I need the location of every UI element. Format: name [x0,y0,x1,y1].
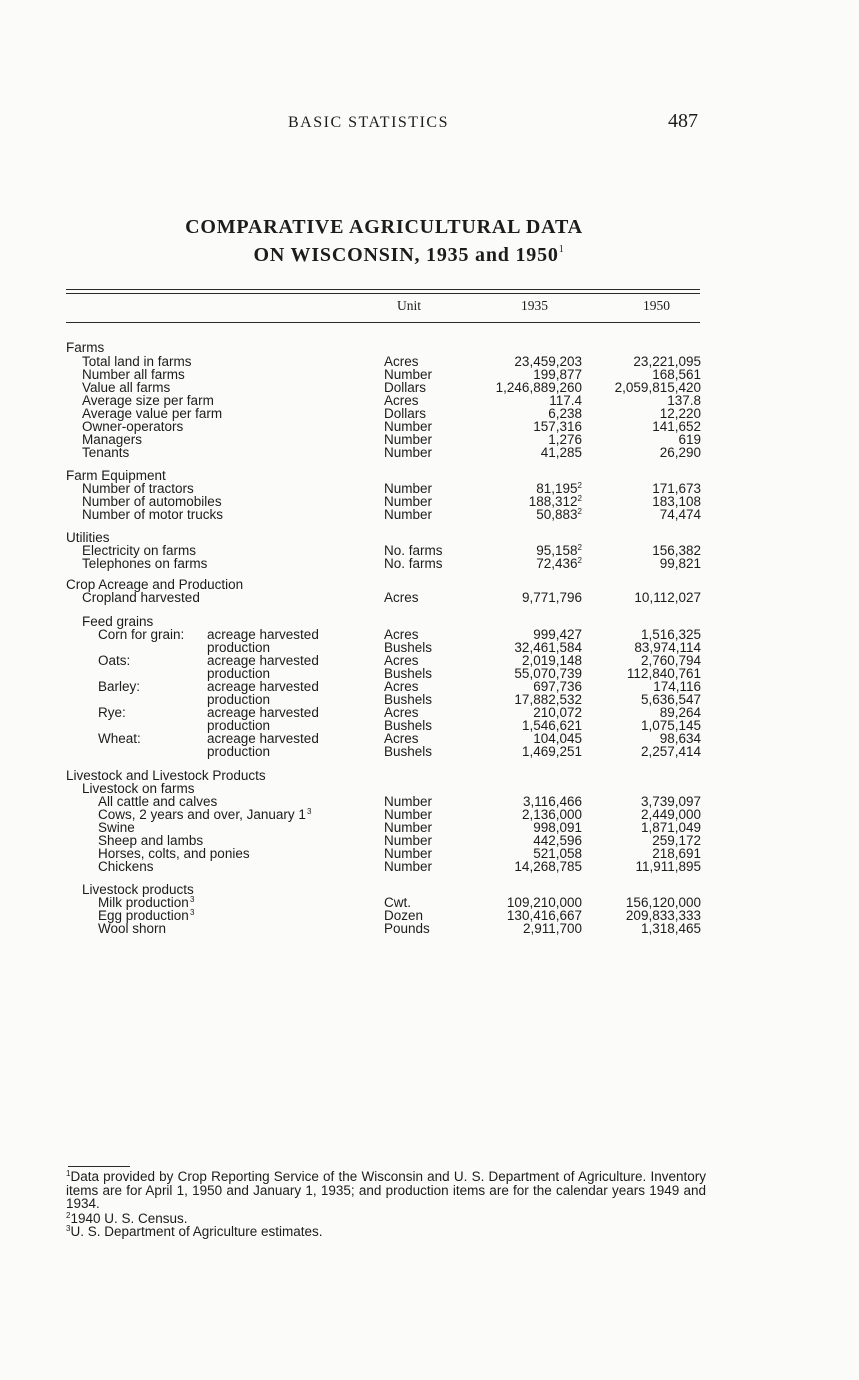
row-unit: Acres [384,653,419,668]
row-unit: Acres [384,731,419,746]
row-unit: Number [384,419,433,434]
row-label: Owner-operators [82,419,184,434]
row-unit: Number [384,794,433,809]
value-1935-number: 1,246,889,260 [495,380,582,395]
row-unit: Bushels [384,718,433,733]
row-label: Telephones on farms [82,556,208,571]
row-unit: Acres [384,354,419,369]
row-label: Managers [82,432,143,447]
row-unit: Bushels [384,692,433,707]
row-label: Utilities [66,530,110,545]
row-label: Total land in farms [82,354,192,369]
row-sublabel: production [207,692,271,707]
row-sublabel: acreage harvested [207,731,319,746]
row-label: Chickens [98,859,154,874]
footnote-2-mark: 2 [66,1211,71,1220]
value-1950: 619 [678,432,701,447]
row-label: Rye: [98,705,126,720]
table-row [0,557,859,571]
value-1935-number: 104,045 [533,731,582,746]
table-top-rule-double [66,293,700,294]
row-unit: No. farms [384,543,443,558]
value-1935-number: 3,116,466 [522,794,582,809]
value-1950: 1,318,465 [640,921,701,936]
row-label: Wool shorn [98,921,167,936]
value-1950: 137.8 [667,393,701,408]
row-sublabel: acreage harvested [207,653,319,668]
row-unit: Acres [384,627,419,642]
value-1950: 83,974,114 [634,640,701,655]
value-1935-number: 72,436 [536,556,578,571]
table-row [0,745,859,759]
row-sublabel: production [207,640,271,655]
value-1935-number: 41,285 [540,445,582,460]
value-1935 [536,508,582,522]
value-1950: 5,636,547 [640,692,701,707]
row-label: Cropland harvested [82,590,200,605]
row-label: Average value per farm [82,406,223,421]
value-1950: 1,075,145 [640,718,701,733]
row-label: Egg production [98,908,189,923]
row-unit: Acres [384,393,419,408]
footnote-1-text: Data provided by Crop Reporting Service of the Wisconsin and U. S. Department of Agriculture. Inventory items are for April 1, 1950 and January 1, 1935; and production items are for the calendar years 1949 and 1934. [66,1169,706,1211]
row-label: Corn for grain: [98,627,185,642]
footnote-1-mark: 1 [66,1169,71,1178]
row-label: Livestock on farms [82,781,195,796]
value-1935-number: 81,195 [536,481,578,496]
row-sublabel: production [207,666,271,681]
column-header-unit: Unit [397,298,422,313]
row-unit: Pounds [384,921,430,936]
value-1950: 99,821 [659,556,701,571]
value-1950: 2,257,414 [640,744,701,759]
value-1950: 218,691 [652,846,701,861]
value-1950: 89,264 [659,705,701,720]
value-1935-number: 2,019,148 [521,653,582,668]
row-label: Value all farms [82,380,171,395]
value-1935-number: 130,416,667 [506,908,582,923]
value-1950: 10,112,027 [634,590,701,605]
row-label: Number of tractors [82,481,194,496]
row-label: Milk production [98,895,189,910]
value-1950: 2,449,000 [640,807,701,822]
row-unit: Number [384,367,433,382]
value-1935-number: 157,316 [533,419,582,434]
value-1950: 156,382 [652,543,701,558]
row-label: Barley: [98,679,141,694]
running-head: BASIC STATISTICS [288,114,449,131]
value-1935 [522,745,582,759]
table-row [0,922,859,936]
row-label: Farms [66,340,105,355]
table-row [0,591,859,605]
row-label: Electricity on farms [82,543,197,558]
footnote-rule [68,1166,130,1167]
value-1935-number: 1,276 [548,432,582,447]
value-1935-number: 1,469,251 [521,744,582,759]
row-unit: Acres [384,590,419,605]
value-1950: 168,561 [652,367,701,382]
value-1935 [541,446,582,460]
value-1935-number: 521,058 [533,846,582,861]
row-label: Wheat: [98,731,141,746]
value-1935-number: 55,070,739 [514,666,582,681]
row-label-footnote-ref: 3 [307,807,312,816]
value-1950: 11,911,895 [635,859,701,874]
value-1950: 23,221,095 [633,354,701,369]
value-1950: 74,474 [659,507,701,522]
value-1950: 2,059,815,420 [614,380,701,395]
row-unit: Acres [384,705,419,720]
value-1935-number: 50,883 [536,507,578,522]
footnote-2-text: 1940 U. S. Census. [70,1211,188,1226]
row-unit: Bushels [384,640,433,655]
value-1935-footnote-ref: 2 [577,494,582,503]
value-1935 [523,922,582,936]
value-1950: 171,673 [652,481,701,496]
value-1950: 141,652 [652,419,701,434]
value-1935-number: 6,238 [548,406,582,421]
value-1950: 98,634 [659,731,701,746]
column-header-1935: 1935 [521,298,548,313]
row-label: Sheep and lambs [98,833,204,848]
title-footnote-ref: 1 [558,244,565,255]
value-1950: 174,116 [653,679,701,694]
footnote-3 [66,1225,706,1239]
row-unit: Number [384,494,433,509]
table-header-rule [66,322,700,323]
row-label-footnote-ref: 3 [190,895,195,904]
value-1950: 259,172 [652,833,701,848]
footnote-1 [66,1170,706,1211]
row-sublabel: acreage harvested [207,679,319,694]
value-1950: 183,108 [652,494,701,509]
value-1935 [536,557,582,571]
value-1935-number: 199,877 [533,367,582,382]
value-1950: 156,120,000 [625,895,701,910]
row-unit: Number [384,807,433,822]
page-title-line-2 [85,244,733,267]
row-unit: Dozen [384,908,424,923]
row-unit: Dollars [384,380,427,395]
value-1935-footnote-ref: 2 [577,481,582,490]
table-row [0,693,859,707]
value-1935-footnote-ref: 2 [577,507,582,516]
value-1950: 12,220 [659,406,701,421]
row-label: All cattle and calves [98,794,218,809]
value-1935-number: 14,268,785 [514,859,582,874]
row-label: Number all farms [82,367,185,382]
value-1935 [522,591,582,605]
table-row [0,446,859,460]
row-unit: Acres [384,679,419,694]
row-unit: Number [384,833,433,848]
row-unit: Number [384,820,433,835]
row-unit: Number [384,859,433,874]
row-unit: No. farms [384,556,443,571]
table-row [0,860,859,874]
value-1935-number: 95,158 [536,543,578,558]
value-1950: 1,516,325 [640,627,701,642]
value-1935-number: 998,091 [533,820,582,835]
value-1935-number: 23,459,203 [514,354,582,369]
row-label: Number of automobiles [82,494,222,509]
page-title-line-2-text: ON WISCONSIN, 1935 and 1950 [253,244,559,266]
value-1950: 2,760,794 [640,653,701,668]
row-unit: Number [384,445,433,460]
table-top-rule [66,289,700,290]
row-unit: Dollars [384,406,427,421]
page-number: 487 [668,110,698,132]
value-1935-number: 109,210,000 [506,895,582,910]
row-label: Oats: [98,653,131,668]
row-label: Horses, colts, and ponies [98,846,250,861]
value-1950: 26,290 [659,445,701,460]
value-1950: 1,871,049 [640,820,701,835]
footnote-3-text: U. S. Department of Agriculture estimates. [70,1224,323,1239]
row-sublabel: acreage harvested [207,705,319,720]
row-label: Farm Equipment [66,468,166,483]
value-1935-number: 210,072 [533,705,582,720]
row-sublabel: acreage harvested [207,627,319,642]
row-label: Crop Acreage and Production [66,577,244,592]
value-1935 [514,860,582,874]
value-1935-number: 442,596 [533,833,582,848]
row-label: Tenants [82,445,130,460]
value-1935-number: 117.4 [549,393,582,408]
row-unit: Bushels [384,744,433,759]
value-1935-footnote-ref: 2 [577,543,582,552]
value-1935-number: 2,136,000 [521,807,582,822]
value-1935-number: 188,312 [528,494,578,509]
row-label: Average size per farm [82,393,214,408]
row-label: Cows, 2 years and over, January 1 [98,807,306,822]
row-label: Livestock and Livestock Products [66,768,266,783]
row-label: Swine [98,820,135,835]
row-unit: Bushels [384,666,433,681]
row-sublabel: production [207,744,271,759]
column-header-1950: 1950 [643,298,670,313]
value-1935-number: 32,461,584 [514,640,582,655]
value-1935-number: 17,882,532 [514,692,582,707]
row-unit: Number [384,846,433,861]
row-label: Livestock products [82,882,194,897]
row-label: Number of motor trucks [82,507,224,522]
value-1935-number: 1,546,621 [521,718,582,733]
value-1935-number: 9,771,796 [521,590,582,605]
row-unit: Number [384,432,433,447]
row-unit: Cwt. [384,895,411,910]
table-row [0,508,859,522]
value-1950: 3,739,097 [640,794,701,809]
row-label: Feed grains [82,614,154,629]
value-1935-footnote-ref: 2 [577,556,582,565]
value-1935-number: 999,427 [533,627,582,642]
value-1950: 112,840,761 [626,666,701,681]
row-unit: Number [384,481,433,496]
value-1950: 209,833,333 [625,908,701,923]
value-1935-number: 697,736 [533,679,582,694]
value-1935-number: 2,911,700 [522,921,582,936]
footnote-3-mark: 3 [66,1224,71,1233]
page-title-line-1: COMPARATIVE AGRICULTURAL DATA [185,216,583,238]
row-label-footnote-ref: 3 [190,908,195,917]
row-unit: Number [384,507,433,522]
row-sublabel: production [207,718,271,733]
section-heading-row [0,341,859,355]
